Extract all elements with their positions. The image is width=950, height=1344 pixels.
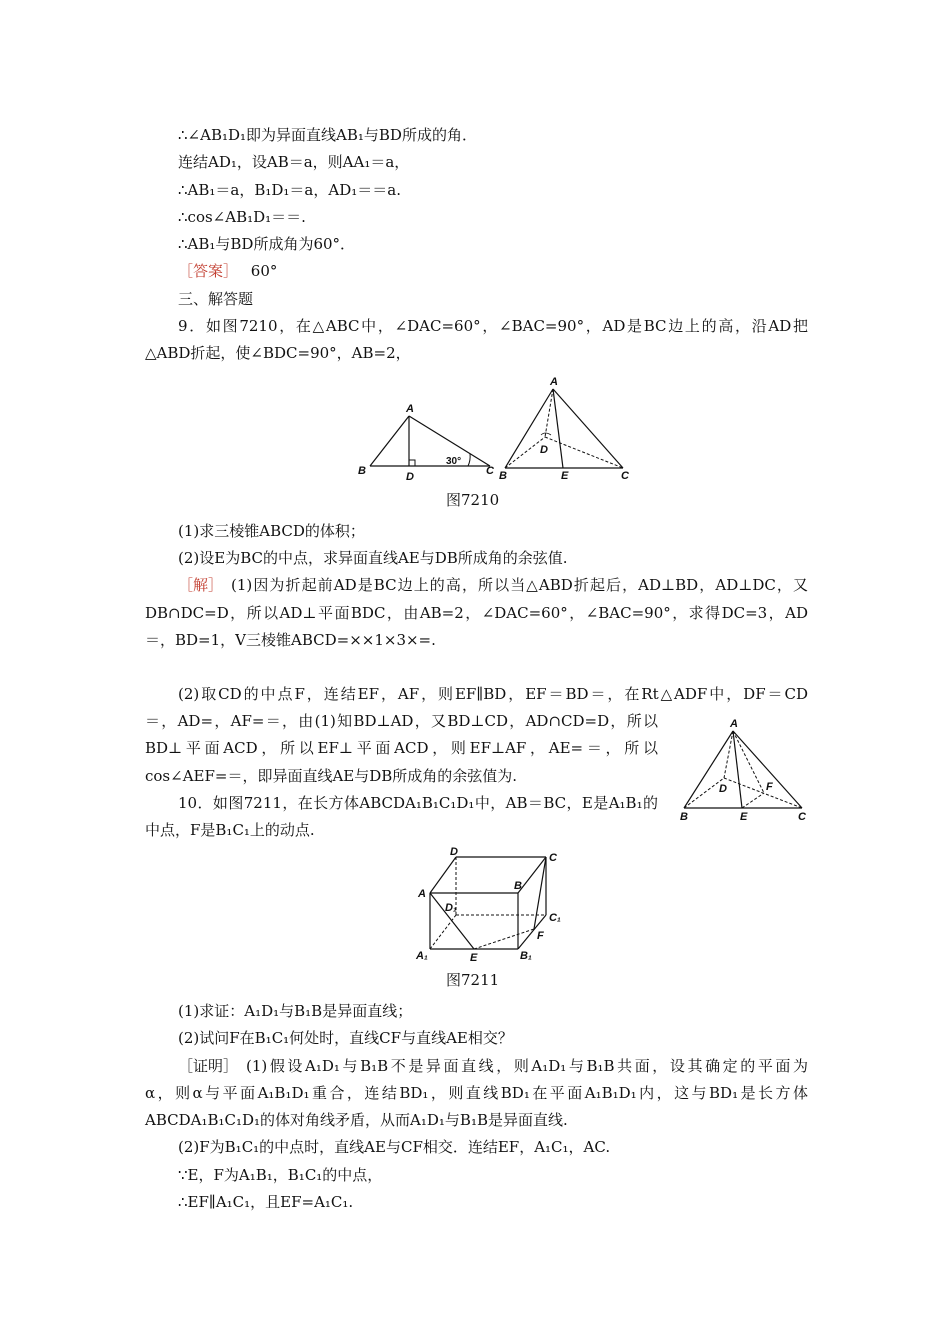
answer-line [178, 261, 277, 281]
answer-value: 60° [250, 262, 278, 280]
solution-9-line-3: ＝，BD=1，V三棱锥ABCD=××1×3×=. [145, 631, 436, 649]
label-B: B [499, 470, 507, 482]
solution-line-4: ∴cos∠AB₁D₁＝＝. [178, 208, 306, 226]
solution-9-line-1-text: (1)因为折起前AD是BC边上的高，所以当△ABD折起后，AD⊥BD，AD⊥DC，又 [231, 576, 808, 594]
question-10-part-1: (1)求证：A₁D₁与B₁B是异面直线； [178, 1002, 413, 1020]
solution-bracket: ［解］ [178, 576, 224, 594]
label-A: A [418, 888, 426, 900]
label-D: D [719, 783, 727, 795]
proof-line-3: ABCDA₁B₁C₁D₁的体对角线矛盾，从而A₁D₁与B₁B是异面直线. [145, 1111, 568, 1129]
label-C: C [621, 470, 629, 482]
solution-9-part2-line-2: ＝，AD=，AF=＝，由(1)知BD⊥AD，又BD⊥CD，AD∩CD=D，所以 [145, 712, 658, 730]
solution-line-3: ∴AB₁＝a，B₁D₁＝a，AD₁＝＝a. [178, 181, 401, 199]
label-E: E [470, 952, 478, 964]
figure-pyramid [495, 373, 640, 483]
question-10-line-2: 中点，F是B₁C₁上的动点. [145, 821, 315, 839]
label-B: B [358, 465, 366, 477]
label-C: C [486, 465, 494, 477]
proof-line-1-text: (1)假设A₁D₁与B₁B不是异面直线，则A₁D₁与B₁B共面，设其确定的平面为 [246, 1057, 808, 1075]
solution-line-2: 连结AD₁，设AB＝a，则AA₁＝a， [178, 153, 410, 171]
solution-9-part2-line-4: cos∠AEF=＝，即异面直线AE与DB所成角的余弦值为. [145, 767, 518, 785]
proof-line-4: (2)F为B₁C₁的中点时，直线AE与CF相交．连结EF，A₁C₁，AC. [178, 1138, 611, 1156]
question-10-line-1: 10．如图7211，在长方体ABCDA₁B₁C₁D₁中，AB＝BC，E是A₁B₁的 [178, 794, 658, 812]
solution-line-1: ∴∠AB₁D₁即为异面直线AB₁与BD所成的角． [178, 126, 477, 144]
answer-bracket: ［答案］ [178, 262, 239, 280]
figure-pyramid-with-f [672, 716, 817, 826]
label-D: D [406, 471, 414, 483]
label-D1: D₁ [445, 902, 457, 914]
label-B1: B₁ [520, 950, 532, 962]
solution-9-part2-line-3: BD⊥平面ACD，所以EF⊥平面ACD，则EF⊥AF，AE=＝，所以 [145, 739, 658, 757]
label-A: A [550, 376, 558, 388]
question-9-line-1: 9．如图7210，在△ABC中，∠DAC=60°，∠BAC=90°，AD是BC边上的高，沿AD把 [178, 317, 808, 335]
question-10-part-2: (2)试问F在B₁C₁何处时，直线CF与直线AE相交？ [178, 1029, 513, 1047]
solution-line-5: ∴AB₁与BD所成角为60°． [178, 235, 356, 253]
solution-9-line-2: DB∩DC=D，所以AD⊥平面BDC，由AB=2，∠DAC=60°，∠BAC=90°，求得DC=3，AD [145, 604, 808, 622]
label-E: E [740, 811, 748, 823]
label-E: E [561, 470, 569, 482]
solution-9-part2-line-1: (2)取CD的中点F，连结EF，AF，则EF∥BD，EF＝BD＝，在Rt△ADF中，DF＝CD [178, 685, 808, 703]
proof-line-2: α，则α与平面A₁B₁D₁重合，连结BD₁，则直线BD₁在平面A₁B₁D₁内，这与BD₁是长方体 [145, 1084, 808, 1102]
label-A1: A₁ [416, 950, 428, 962]
label-F: F [537, 930, 544, 942]
question-9-line-2: △ABD折起，使∠BDC=90°，AB=2， [145, 344, 411, 362]
label-C: C [549, 852, 557, 864]
proof-line-1 [178, 1056, 808, 1076]
label-B: B [680, 811, 688, 823]
label-C: C [798, 811, 806, 823]
label-A: A [730, 718, 738, 730]
proof-bracket: ［证明］ [178, 1057, 239, 1075]
label-D: D [540, 444, 548, 456]
label-A: A [406, 403, 414, 415]
question-9-part-2: (2)设E为BC的中点，求异面直线AE与DB所成角的余弦值. [178, 549, 568, 567]
solution-9-line-1 [178, 575, 808, 595]
angle-label: 30° [446, 456, 462, 467]
figure-7211-caption: 图7211 [446, 971, 500, 989]
proof-line-6: ∴EF∥A₁C₁，且EF=A₁C₁. [178, 1193, 354, 1211]
figure-flat-triangle [350, 398, 500, 483]
proof-line-5: ∵E，F为A₁B₁，B₁C₁的中点， [178, 1166, 383, 1184]
figure-7210-caption: 图7210 [446, 491, 500, 509]
label-C1: C₁ [549, 912, 561, 924]
section-heading: 三、解答题 [178, 290, 254, 308]
question-9-part-1: (1)求三棱锥ABCD的体积； [178, 522, 365, 540]
label-F: F [766, 781, 773, 793]
label-B: B [514, 880, 522, 892]
label-D: D [450, 846, 458, 858]
figure-cuboid [410, 845, 570, 965]
